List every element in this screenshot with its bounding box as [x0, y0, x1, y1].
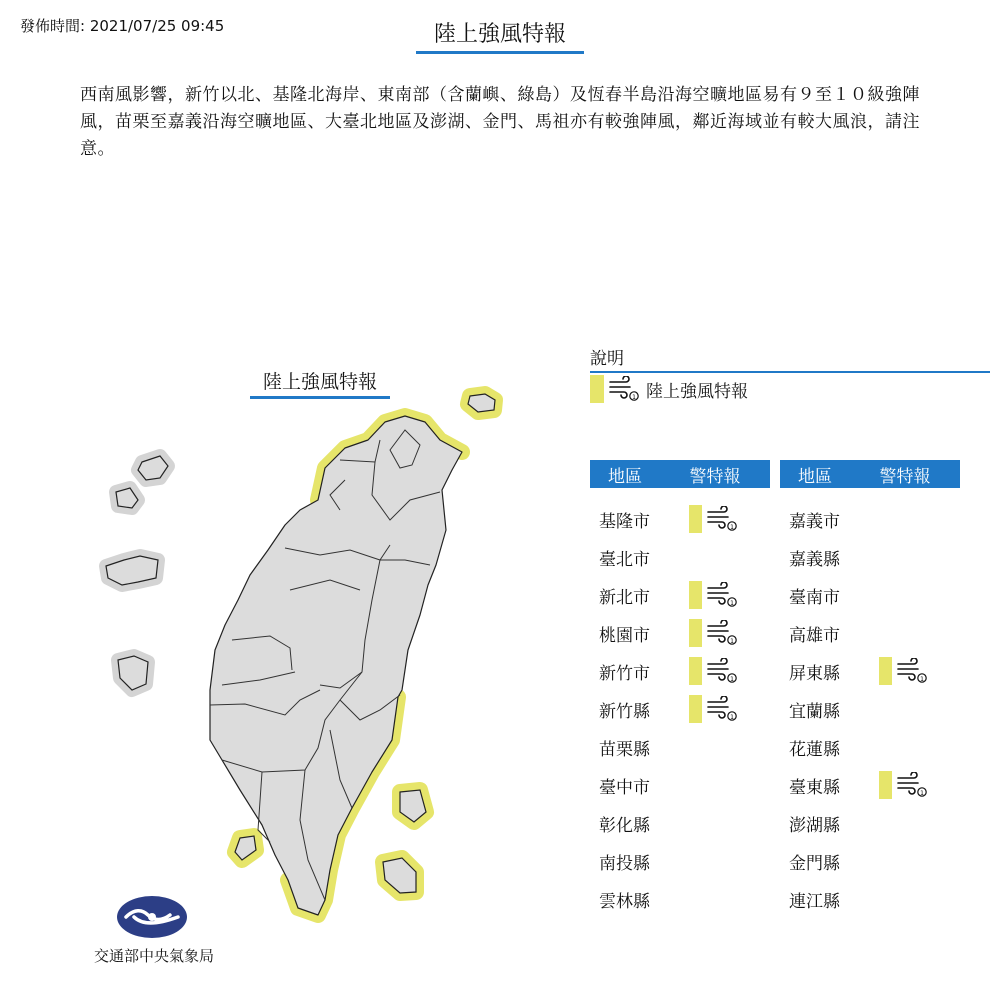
svg-text:1: 1 — [920, 676, 924, 683]
strong-wind-icon — [706, 582, 738, 608]
svg-text:1: 1 — [730, 714, 734, 721]
warning-color-swatch — [689, 657, 702, 685]
warning-color-swatch — [689, 581, 702, 609]
region-name: 屏東縣 — [789, 663, 840, 684]
table-row — [590, 580, 790, 610]
warning-cell — [689, 505, 738, 533]
table-row — [780, 808, 980, 838]
warning-cell — [689, 657, 738, 685]
warning-cell — [689, 619, 738, 647]
strong-wind-icon — [896, 772, 928, 798]
strong-wind-icon — [896, 658, 928, 684]
strong-wind-icon — [706, 620, 738, 646]
region-name: 嘉義市 — [789, 511, 840, 532]
header-region: 地區 — [798, 466, 832, 487]
table-row — [590, 542, 790, 572]
region-name: 花蓮縣 — [789, 739, 840, 760]
issue-time: 發佈時間: 2021/07/25 09:45 — [20, 17, 225, 35]
warning-description: 西南風影響，新竹以北、基隆北海岸、東南部（含蘭嶼、綠島）及恆春半島沿海空曠地區易有９至１０級強陣風，苗栗至嘉義沿海空曠地區、大臺北地區及澎湖、金門、馬祖亦有較強陣風，鄰近海域並有較大風浪，請注意。 — [80, 85, 920, 159]
cwb-logo-icon — [116, 895, 188, 939]
warning-color-swatch — [879, 771, 892, 799]
warning-color-swatch — [689, 619, 702, 647]
table-row — [780, 504, 980, 534]
region-table-left — [590, 460, 770, 912]
region-name: 宜蘭縣 — [789, 701, 840, 722]
warning-cell — [879, 771, 928, 799]
region-name: 澎湖縣 — [789, 815, 840, 836]
strong-wind-icon — [608, 376, 640, 402]
region-name: 高雄市 — [789, 625, 840, 646]
svg-text:1: 1 — [730, 524, 734, 531]
region-table-right — [780, 460, 960, 912]
table-row — [780, 732, 980, 762]
warning-color-swatch — [689, 695, 702, 723]
table-row — [590, 618, 790, 648]
legend-item — [590, 374, 748, 404]
header-warning: 警特報 — [689, 466, 741, 487]
table-row — [590, 884, 790, 914]
warning-color-swatch — [590, 375, 604, 403]
svg-text:1: 1 — [632, 394, 636, 401]
table-row — [780, 618, 980, 648]
warning-cell — [689, 695, 738, 723]
region-name: 臺南市 — [789, 587, 840, 608]
table-row — [780, 770, 980, 800]
region-name: 苗栗縣 — [599, 739, 650, 760]
region-name: 雲林縣 — [599, 891, 650, 912]
region-name: 臺中市 — [599, 777, 650, 798]
region-name: 彰化縣 — [599, 815, 650, 836]
header-region: 地區 — [608, 466, 642, 487]
region-name: 新竹縣 — [599, 701, 650, 722]
table-row — [780, 656, 980, 686]
agency-name: 交通部中央氣象局 — [93, 947, 214, 965]
header-warning: 警特報 — [879, 466, 931, 487]
region-name: 南投縣 — [599, 853, 650, 874]
table-header — [590, 460, 770, 488]
table-row — [780, 846, 980, 876]
warning-color-swatch — [879, 657, 892, 685]
legend-label: 陸上強風特報 — [646, 381, 748, 402]
table-row — [590, 808, 790, 838]
region-name: 金門縣 — [789, 853, 840, 874]
map-title: 陸上強風特報 — [250, 367, 390, 399]
strong-wind-icon — [706, 696, 738, 722]
table-row — [780, 694, 980, 724]
warning-cell — [689, 581, 738, 609]
table-row — [590, 504, 790, 534]
svg-text:1: 1 — [920, 790, 924, 797]
strong-wind-icon — [706, 506, 738, 532]
region-name: 臺北市 — [599, 549, 650, 570]
table-row — [590, 656, 790, 686]
strong-wind-icon — [706, 658, 738, 684]
page-title: 陸上強風特報 — [416, 17, 584, 54]
region-name: 新竹市 — [599, 663, 650, 684]
legend-title: 說明 — [590, 344, 990, 373]
region-name: 新北市 — [599, 587, 650, 608]
region-name: 嘉義縣 — [789, 549, 840, 570]
warning-cell — [879, 657, 928, 685]
table-row — [590, 732, 790, 762]
svg-text:1: 1 — [730, 676, 734, 683]
table-row — [780, 580, 980, 610]
region-name: 臺東縣 — [789, 777, 840, 798]
region-name: 連江縣 — [789, 891, 840, 912]
table-row — [590, 770, 790, 800]
region-name: 基隆市 — [599, 511, 650, 532]
svg-text:1: 1 — [730, 638, 734, 645]
table-row — [780, 542, 980, 572]
table-row — [590, 846, 790, 876]
svg-text:1: 1 — [730, 600, 734, 607]
region-name: 桃園市 — [599, 625, 650, 646]
table-row — [590, 694, 790, 724]
table-header — [780, 460, 960, 488]
warning-color-swatch — [689, 505, 702, 533]
table-row — [780, 884, 980, 914]
